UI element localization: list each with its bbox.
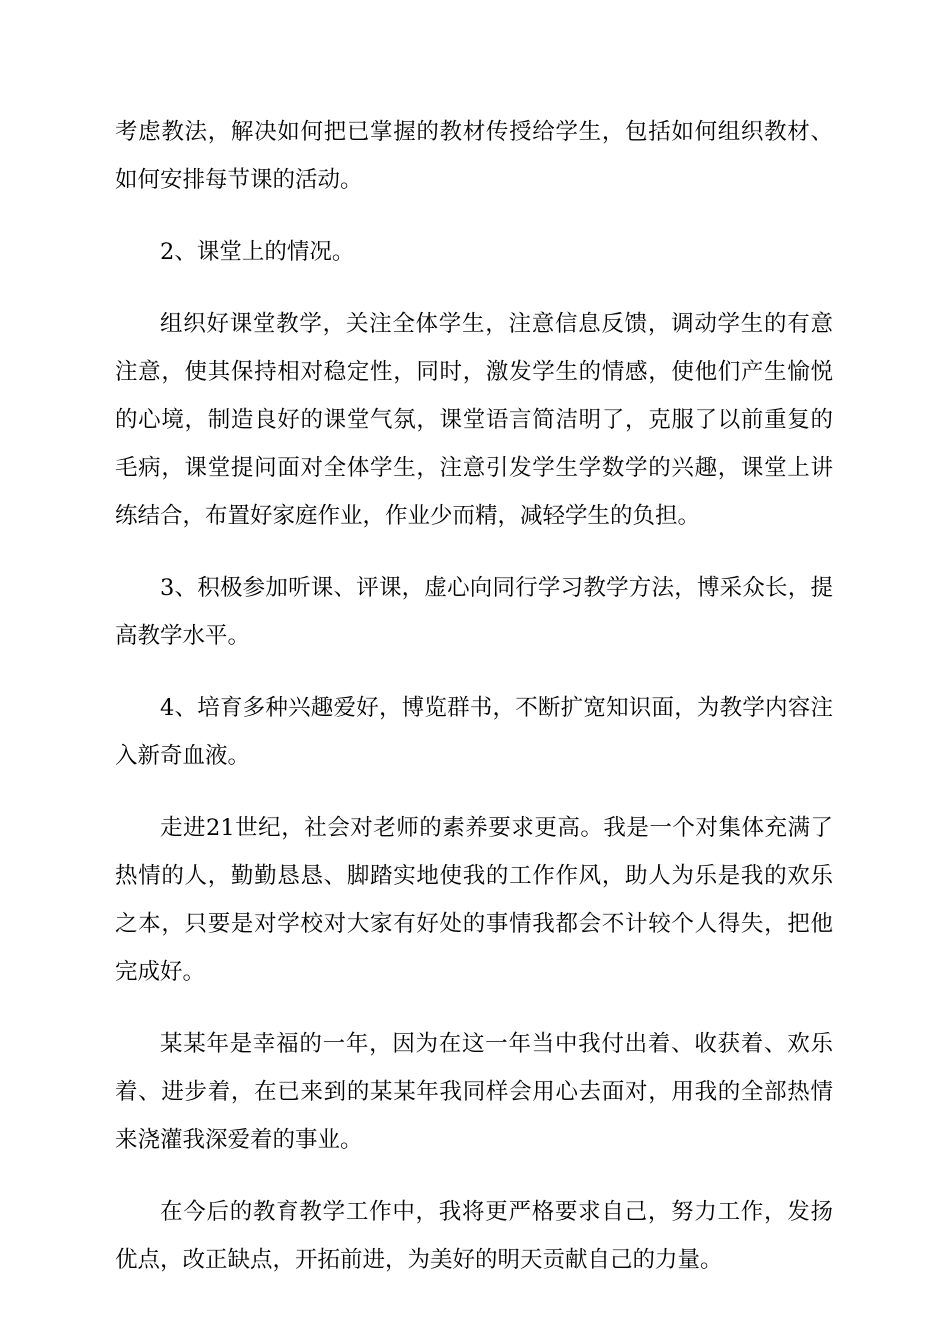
paragraph-interests: 4、培育多种兴趣爱好，博览群书，不断扩宽知识面，为教学内容注入新奇血液。 [115,695,833,769]
paragraph-future-plan: 在今后的教育教学工作中，我将更严格要求自己，努力工作，发扬优点，改正缺点，开拓前进，为美好的明天贡献自己的力量。 [115,1199,833,1273]
paragraph-observation: 3、积极参加听课、评课，虚心向同行学习教学方法，博采众长，提高教学水平。 [115,575,833,649]
paragraph-teaching-method: 考虑教法，解决如何把已掌握的教材传授给学生，包括如何组织教材、如何安排每节课的活动。 [115,119,833,193]
paragraph-classroom-details: 组织好课堂教学，关注全体学生，注意信息反馈，调动学生的有意注意，使其保持相对稳定性，同时，激发学生的情感，使他们产生愉悦的心境，制造良好的课堂气氛，课堂语言简洁明了，克服了以前重复的毛病，课堂提问面对全体学生，注意引发学生学数学的兴趣，课堂上讲练结合，布置好家庭作业，作业少而精，减轻学生的负担。 [115,311,833,529]
paragraph-work-attitude: 走进21世纪，社会对老师的素养要求更高。我是一个对集体充满了热情的人，勤勤恳恳、脚踏实地使我的工作作风，助人为乐是我的欢乐之本，只要是对学校对大家有好处的事情我都会不计较个人得失，把他完成好。 [115,815,833,985]
document-body [115,108,833,1308]
paragraph-classroom-heading: 2、课堂上的情况。 [160,239,355,265]
paragraph-year-summary: 某某年是幸福的一年，因为在这一年当中我付出着、收获着、欢乐着、进步着，在已来到的某某年我同样会用心去面对，用我的全部热情来浇灌我深爱着的事业。 [115,1031,833,1153]
